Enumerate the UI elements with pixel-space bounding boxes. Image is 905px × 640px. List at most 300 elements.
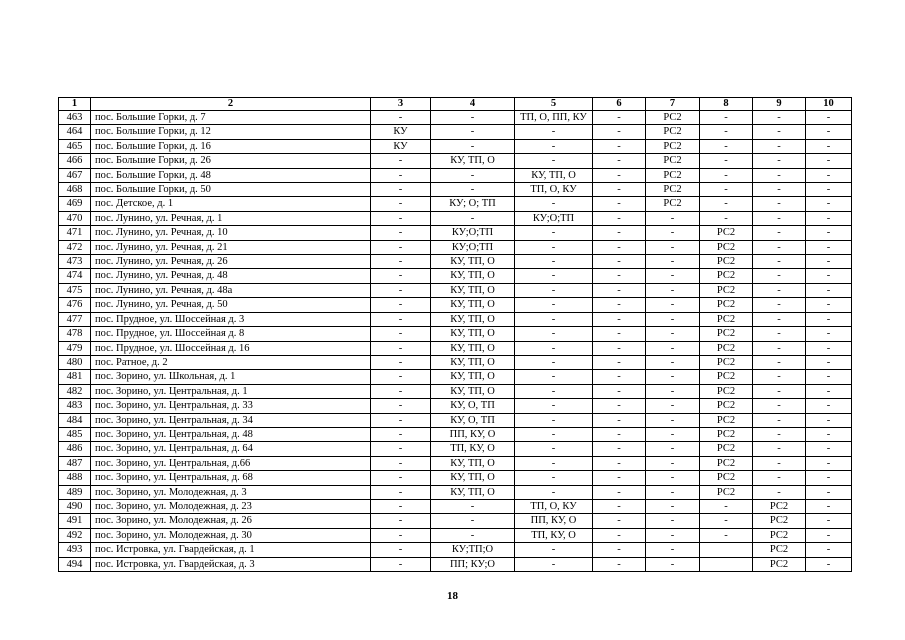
table-cell-col-2: пос. Зорино, ул. Центральная, д. 34 (91, 413, 371, 427)
table-cell-col-5: - (515, 269, 593, 283)
table-cell-col-2: пос. Зорино, ул. Центральная, д.66 (91, 456, 371, 470)
table-cell-col-2: пос. Лунино, ул. Речная, д. 26 (91, 255, 371, 269)
table-cell-col-9: - (753, 139, 806, 153)
table-cell-col-6: - (593, 442, 646, 456)
table-cell-col-8: - (700, 125, 753, 139)
table-row (59, 183, 852, 197)
table-cell-col-4: - (431, 499, 515, 513)
table-cell-col-4: КУ, ТП, О (431, 298, 515, 312)
table-row (59, 471, 852, 485)
table-cell-col-2: пос. Большие Горки, д. 48 (91, 168, 371, 182)
table-row (59, 485, 852, 499)
table-cell-col-6: - (593, 456, 646, 470)
table-cell-col-8: РС2 (700, 456, 753, 470)
table-cell-col-8: РС2 (700, 413, 753, 427)
table-cell-col-8: РС2 (700, 312, 753, 326)
table-cell-col-7: - (646, 528, 700, 542)
table-cell-col-2: пос. Лунино, ул. Речная, д. 48 (91, 269, 371, 283)
table-cell-col-3: - (371, 168, 431, 182)
table-row (59, 240, 852, 254)
table-cell-col-10: - (806, 471, 852, 485)
table-cell-col-6: - (593, 211, 646, 225)
table-cell-col-8: РС2 (700, 370, 753, 384)
table-cell-col-4: - (431, 528, 515, 542)
table-cell-col-3: - (371, 557, 431, 571)
table-cell-col-8: РС2 (700, 283, 753, 297)
table-cell-col-4: - (431, 125, 515, 139)
table-cell-col-3: - (371, 471, 431, 485)
table-cell-col-3: - (371, 413, 431, 427)
table-cell-col-10: - (806, 456, 852, 470)
table-cell-col-9: - (753, 341, 806, 355)
table-cell-col-8: РС2 (700, 226, 753, 240)
table-cell-col-10: - (806, 168, 852, 182)
table-cell-col-7: - (646, 399, 700, 413)
table-cell-col-5: - (515, 240, 593, 254)
table-cell-col-3: - (371, 399, 431, 413)
table-cell-col-2: пос. Зорино, ул. Центральная, д. 33 (91, 399, 371, 413)
table-cell-col-2: пос. Прудное, ул. Шоссейная д. 16 (91, 341, 371, 355)
table-row (59, 298, 852, 312)
table-cell-col-3: - (371, 528, 431, 542)
table-cell-col-5: - (515, 413, 593, 427)
table-cell-col-2: пос. Зорино, ул. Молодежная, д. 26 (91, 514, 371, 528)
table-row (59, 211, 852, 225)
table-row (59, 557, 852, 571)
table-cell-col-9: РС2 (753, 499, 806, 513)
table-cell-col-3: - (371, 427, 431, 441)
column-header-10: 10 (806, 98, 852, 111)
table-cell-col-3: - (371, 327, 431, 341)
table-cell-col-2: пос. Зорино, ул. Молодежная, д. 30 (91, 528, 371, 542)
table-cell-col-5: КУ;О;ТП (515, 211, 593, 225)
table-cell-col-10: - (806, 255, 852, 269)
table-cell-col-1: 491 (59, 514, 91, 528)
table-cell-col-2: пос. Большие Горки, д. 7 (91, 111, 371, 125)
table-cell-col-8: РС2 (700, 298, 753, 312)
table-cell-col-4: КУ, ТП, О (431, 341, 515, 355)
table-cell-col-1: 489 (59, 485, 91, 499)
table-row (59, 543, 852, 557)
table-row (59, 399, 852, 413)
table-cell-col-6: - (593, 370, 646, 384)
table-cell-col-4: КУ, ТП, О (431, 312, 515, 326)
table-cell-col-4: КУ, ТП, О (431, 384, 515, 398)
column-header-7: 7 (646, 98, 700, 111)
table-cell-col-9: - (753, 298, 806, 312)
table-cell-col-8: - (700, 154, 753, 168)
table-cell-col-2: пос. Большие Горки, д. 26 (91, 154, 371, 168)
column-header-4: 4 (431, 98, 515, 111)
table-cell-col-7: РС2 (646, 197, 700, 211)
table-cell-col-3: - (371, 485, 431, 499)
table-cell-col-9: - (753, 370, 806, 384)
table-cell-col-9: - (753, 471, 806, 485)
table-cell-col-3: - (371, 183, 431, 197)
table-cell-col-2: пос. Лунино, ул. Речная, д. 50 (91, 298, 371, 312)
table-cell-col-10: - (806, 355, 852, 369)
table-cell-col-5: - (515, 370, 593, 384)
table-cell-col-4: КУ, ТП, О (431, 154, 515, 168)
document-table (58, 97, 852, 572)
column-header-3: 3 (371, 98, 431, 111)
table-cell-col-5: - (515, 456, 593, 470)
table-cell-col-9: РС2 (753, 528, 806, 542)
table-cell-col-2: пос. Зорино, ул. Центральная, д. 64 (91, 442, 371, 456)
table-cell-col-9: - (753, 327, 806, 341)
table-cell-col-10: - (806, 154, 852, 168)
table-cell-col-2: пос. Лунино, ул. Речная, д. 21 (91, 240, 371, 254)
table-cell-col-10: - (806, 269, 852, 283)
table-cell-col-6: - (593, 111, 646, 125)
table-cell-col-4: ПП; КУ;О (431, 557, 515, 571)
table-row (59, 341, 852, 355)
table-cell-col-4: КУ; О; ТП (431, 197, 515, 211)
table-row (59, 139, 852, 153)
table-row (59, 255, 852, 269)
table-cell-col-7: - (646, 427, 700, 441)
table-cell-col-6: - (593, 341, 646, 355)
table-cell-col-10: - (806, 399, 852, 413)
table-cell-col-7: - (646, 471, 700, 485)
table-cell-col-8: РС2 (700, 255, 753, 269)
table-cell-col-5: - (515, 139, 593, 153)
table-cell-col-1: 485 (59, 427, 91, 441)
table-cell-col-9: - (753, 240, 806, 254)
table-cell-col-6: - (593, 543, 646, 557)
table-cell-col-6: - (593, 183, 646, 197)
table-cell-col-1: 480 (59, 355, 91, 369)
table-cell-col-10: - (806, 528, 852, 542)
table-cell-col-9: - (753, 384, 806, 398)
table-cell-col-2: пос. Прудное, ул. Шоссейная д. 8 (91, 327, 371, 341)
table-row (59, 327, 852, 341)
table-cell-col-1: 472 (59, 240, 91, 254)
table-cell-col-5: - (515, 125, 593, 139)
table-cell-col-4: КУ, ТП, О (431, 456, 515, 470)
table-cell-col-8: - (700, 211, 753, 225)
table-cell-col-9: - (753, 211, 806, 225)
table-row (59, 442, 852, 456)
table-row (59, 269, 852, 283)
table-cell-col-4: КУ, ТП, О (431, 485, 515, 499)
table-cell-col-10: - (806, 370, 852, 384)
table-cell-col-5: - (515, 557, 593, 571)
table-cell-col-1: 493 (59, 543, 91, 557)
table-cell-col-4: КУ, ТП, О (431, 355, 515, 369)
table-cell-col-8 (700, 543, 753, 557)
table-cell-col-10: - (806, 283, 852, 297)
table-cell-col-7: РС2 (646, 111, 700, 125)
table-cell-col-7: - (646, 312, 700, 326)
table-cell-col-4: КУ;О;ТП (431, 240, 515, 254)
table-cell-col-2: пос. Истровка, ул. Гвардейская, д. 1 (91, 543, 371, 557)
table-body (59, 111, 852, 572)
table-cell-col-10: - (806, 543, 852, 557)
table-cell-col-6: - (593, 514, 646, 528)
table-cell-col-10: - (806, 240, 852, 254)
table-cell-col-7: - (646, 255, 700, 269)
table-cell-col-5: - (515, 355, 593, 369)
table-cell-col-8: РС2 (700, 427, 753, 441)
table-header (59, 98, 852, 111)
table-cell-col-10: - (806, 499, 852, 513)
table-cell-col-2: пос. Зорино, ул. Центральная, д. 1 (91, 384, 371, 398)
table-row (59, 197, 852, 211)
table-cell-col-3: - (371, 543, 431, 557)
table-cell-col-9: - (753, 427, 806, 441)
table-cell-col-3: - (371, 355, 431, 369)
table-row (59, 283, 852, 297)
table-cell-col-7: РС2 (646, 168, 700, 182)
table-cell-col-9: - (753, 154, 806, 168)
table-cell-col-6: - (593, 327, 646, 341)
table-cell-col-3: - (371, 226, 431, 240)
table-cell-col-2: пос. Лунино, ул. Речная, д. 1 (91, 211, 371, 225)
table-cell-col-8: РС2 (700, 485, 753, 499)
column-header-6: 6 (593, 98, 646, 111)
table-cell-col-7: - (646, 327, 700, 341)
table-cell-col-2: пос. Большие Горки, д. 50 (91, 183, 371, 197)
table-cell-col-3: КУ (371, 125, 431, 139)
table-cell-col-9: - (753, 456, 806, 470)
table-cell-col-6: - (593, 283, 646, 297)
table-cell-col-6: - (593, 413, 646, 427)
table-cell-col-5: - (515, 427, 593, 441)
table-cell-col-7: - (646, 514, 700, 528)
table-cell-col-4: - (431, 183, 515, 197)
table-cell-col-4: - (431, 168, 515, 182)
table-cell-col-5: ПП, КУ, О (515, 514, 593, 528)
table-row (59, 384, 852, 398)
table-cell-col-5: - (515, 154, 593, 168)
table-cell-col-4: КУ, ТП, О (431, 255, 515, 269)
table-cell-col-1: 464 (59, 125, 91, 139)
table-cell-col-1: 492 (59, 528, 91, 542)
table-cell-col-3: - (371, 456, 431, 470)
table-cell-col-6: - (593, 384, 646, 398)
table-cell-col-10: - (806, 427, 852, 441)
table-cell-col-4: КУ, ТП, О (431, 471, 515, 485)
table-cell-col-6: - (593, 499, 646, 513)
table-row (59, 111, 852, 125)
table-cell-col-10: - (806, 327, 852, 341)
table-row (59, 168, 852, 182)
table-cell-col-2: пос. Зорино, ул. Центральная, д. 48 (91, 427, 371, 441)
table-cell-col-10: - (806, 211, 852, 225)
table-cell-col-9: - (753, 355, 806, 369)
table-cell-col-6: - (593, 355, 646, 369)
table-cell-col-1: 477 (59, 312, 91, 326)
table-cell-col-8: - (700, 111, 753, 125)
table-cell-col-9: - (753, 283, 806, 297)
table-cell-col-2: пос. Лунино, ул. Речная, д. 10 (91, 226, 371, 240)
table-cell-col-9: РС2 (753, 543, 806, 557)
table-cell-col-2: пос. Прудное, ул. Шоссейная д. 3 (91, 312, 371, 326)
table-cell-col-5: ТП, О, КУ (515, 183, 593, 197)
table-row (59, 226, 852, 240)
table-cell-col-9: - (753, 111, 806, 125)
table-cell-col-10: - (806, 341, 852, 355)
table-cell-col-4: КУ, ТП, О (431, 327, 515, 341)
table-cell-col-1: 475 (59, 283, 91, 297)
page-number: 18 (447, 590, 458, 602)
table-cell-col-3: - (371, 211, 431, 225)
table-cell-col-1: 471 (59, 226, 91, 240)
table-row (59, 456, 852, 470)
table-cell-col-8 (700, 557, 753, 571)
table-cell-col-9: - (753, 226, 806, 240)
table-cell-col-8: - (700, 168, 753, 182)
table-cell-col-9: - (753, 197, 806, 211)
table-cell-col-5: - (515, 312, 593, 326)
table-cell-col-9: РС2 (753, 557, 806, 571)
table-cell-col-3: - (371, 370, 431, 384)
header-row (59, 98, 852, 111)
table-cell-col-6: - (593, 399, 646, 413)
table-cell-col-1: 473 (59, 255, 91, 269)
table-cell-col-1: 470 (59, 211, 91, 225)
table-cell-col-9: - (753, 183, 806, 197)
table-cell-col-9: - (753, 399, 806, 413)
table-cell-col-5: КУ, ТП, О (515, 168, 593, 182)
table-cell-col-1: 478 (59, 327, 91, 341)
table-row (59, 528, 852, 542)
table-cell-col-3: - (371, 514, 431, 528)
table-cell-col-4: - (431, 514, 515, 528)
table-cell-col-5: - (515, 485, 593, 499)
table-cell-col-4: КУ, ТП, О (431, 370, 515, 384)
table-cell-col-4: ТП, КУ, О (431, 442, 515, 456)
table-cell-col-6: - (593, 312, 646, 326)
table-row (59, 427, 852, 441)
table-cell-col-5: - (515, 226, 593, 240)
table-row (59, 499, 852, 513)
table-cell-col-9: - (753, 125, 806, 139)
table-cell-col-1: 466 (59, 154, 91, 168)
table-cell-col-7: - (646, 413, 700, 427)
table-cell-col-7: - (646, 557, 700, 571)
column-header-5: 5 (515, 98, 593, 111)
table-cell-col-6: - (593, 240, 646, 254)
table-cell-col-7: - (646, 499, 700, 513)
table-cell-col-7: - (646, 442, 700, 456)
table-cell-col-1: 463 (59, 111, 91, 125)
table-cell-col-1: 481 (59, 370, 91, 384)
table-cell-col-7: - (646, 370, 700, 384)
table-cell-col-5: - (515, 255, 593, 269)
table-cell-col-1: 474 (59, 269, 91, 283)
table-cell-col-6: - (593, 557, 646, 571)
table-cell-col-8: РС2 (700, 442, 753, 456)
table-cell-col-4: КУ, ТП, О (431, 269, 515, 283)
table-cell-col-3: - (371, 312, 431, 326)
table-cell-col-2: пос. Ратное, д. 2 (91, 355, 371, 369)
table-cell-col-2: пос. Зорино, ул. Центральная, д. 68 (91, 471, 371, 485)
table-cell-col-10: - (806, 384, 852, 398)
table-cell-col-1: 487 (59, 456, 91, 470)
table-cell-col-3: - (371, 499, 431, 513)
table-cell-col-3: - (371, 442, 431, 456)
table-cell-col-9: - (753, 269, 806, 283)
table-cell-col-10: - (806, 139, 852, 153)
table-cell-col-3: КУ (371, 139, 431, 153)
table-cell-col-2: пос. Лунино, ул. Речная, д. 48а (91, 283, 371, 297)
table-cell-col-5: - (515, 327, 593, 341)
table-row (59, 355, 852, 369)
table-cell-col-6: - (593, 471, 646, 485)
table-cell-col-3: - (371, 269, 431, 283)
table-cell-col-5: - (515, 399, 593, 413)
table-cell-col-3: - (371, 384, 431, 398)
table-cell-col-4: КУ, О, ТП (431, 399, 515, 413)
table-cell-col-9: - (753, 168, 806, 182)
table-cell-col-1: 468 (59, 183, 91, 197)
table-cell-col-6: - (593, 255, 646, 269)
table-cell-col-10: - (806, 226, 852, 240)
table-cell-col-5: - (515, 197, 593, 211)
table-cell-col-2: пос. Зорино, ул. Молодежная, д. 23 (91, 499, 371, 513)
table-cell-col-10: - (806, 298, 852, 312)
table-row (59, 370, 852, 384)
column-header-2: 2 (91, 98, 371, 111)
table-cell-col-2: пос. Детское, д. 1 (91, 197, 371, 211)
table-cell-col-6: - (593, 427, 646, 441)
table-cell-col-5: - (515, 543, 593, 557)
table-cell-col-4: - (431, 139, 515, 153)
table-cell-col-8: РС2 (700, 240, 753, 254)
table-cell-col-3: - (371, 341, 431, 355)
table-cell-col-4: ПП, КУ, О (431, 427, 515, 441)
table-cell-col-7: РС2 (646, 183, 700, 197)
table-cell-col-10: - (806, 557, 852, 571)
table-cell-col-3: - (371, 154, 431, 168)
table-cell-col-7: - (646, 384, 700, 398)
table-cell-col-6: - (593, 226, 646, 240)
table-cell-col-1: 484 (59, 413, 91, 427)
table-cell-col-5: ТП, КУ, О (515, 528, 593, 542)
table-cell-col-10: - (806, 514, 852, 528)
table-cell-col-4: КУ, ТП, О (431, 283, 515, 297)
table-cell-col-10: - (806, 197, 852, 211)
table-cell-col-1: 465 (59, 139, 91, 153)
table-cell-col-10: - (806, 485, 852, 499)
table-cell-col-10: - (806, 442, 852, 456)
table-cell-col-7: - (646, 283, 700, 297)
table-cell-col-3: - (371, 255, 431, 269)
table-row (59, 125, 852, 139)
table-cell-col-7: - (646, 341, 700, 355)
table-cell-col-2: пос. Большие Горки, д. 12 (91, 125, 371, 139)
table-cell-col-3: - (371, 111, 431, 125)
table-cell-col-8: РС2 (700, 269, 753, 283)
table-cell-col-4: - (431, 211, 515, 225)
table-row (59, 312, 852, 326)
table-cell-col-9: РС2 (753, 514, 806, 528)
table-cell-col-5: - (515, 471, 593, 485)
table-cell-col-7: - (646, 211, 700, 225)
column-header-1: 1 (59, 98, 91, 111)
table-cell-col-5: - (515, 442, 593, 456)
table-cell-col-7: - (646, 355, 700, 369)
table-cell-col-8: - (700, 514, 753, 528)
table-cell-col-8: - (700, 197, 753, 211)
table-cell-col-5: - (515, 384, 593, 398)
table-cell-col-5: ТП, О, КУ (515, 499, 593, 513)
table-cell-col-10: - (806, 125, 852, 139)
table-cell-col-3: - (371, 240, 431, 254)
table-cell-col-7: - (646, 298, 700, 312)
